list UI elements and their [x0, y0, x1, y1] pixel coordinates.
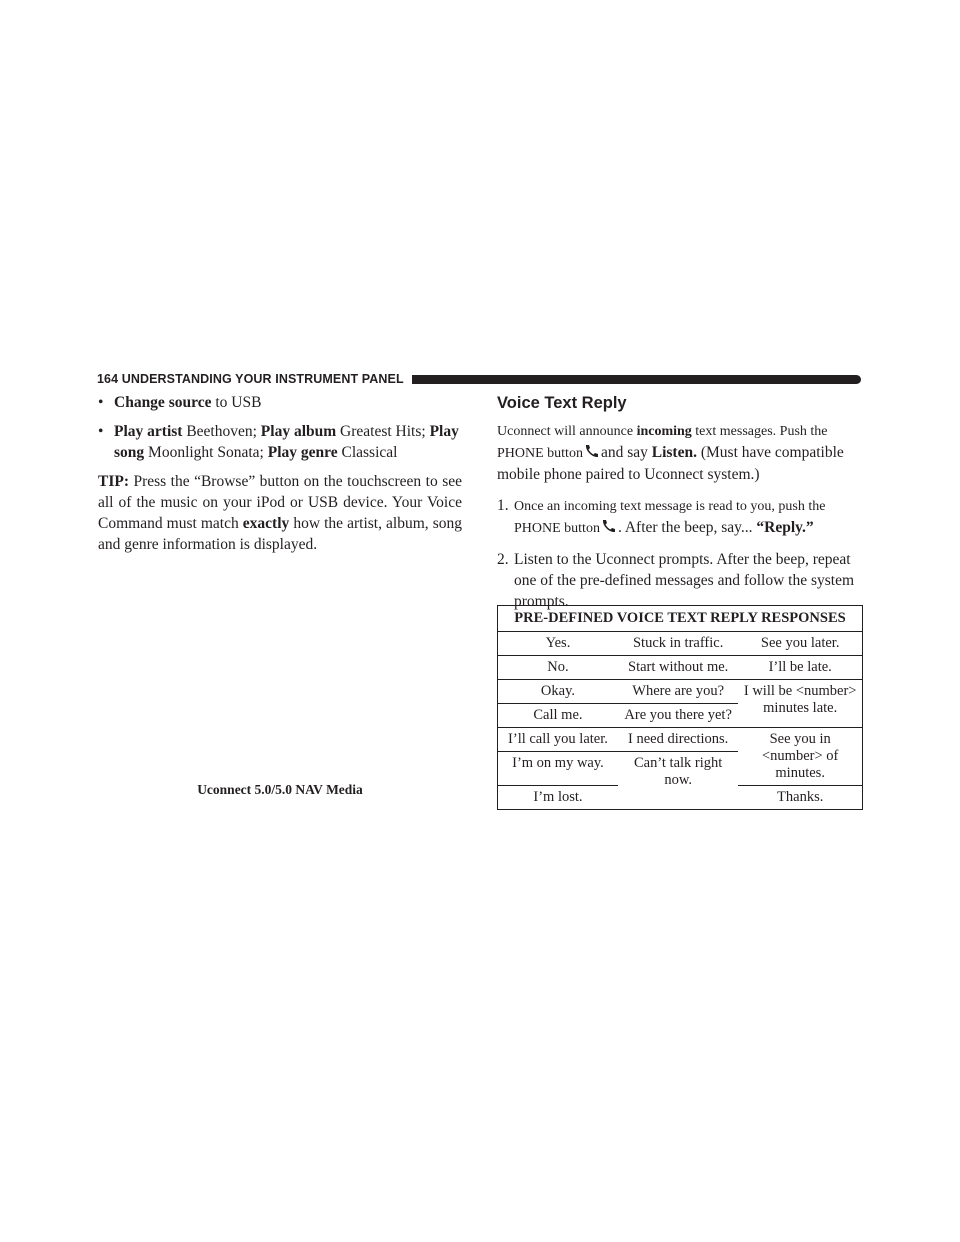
table-cell: I’m on my way.	[498, 752, 618, 786]
step-number: 1.	[497, 497, 509, 514]
tip-label: TIP:	[98, 473, 129, 490]
table-cell: I need directions.	[618, 728, 738, 752]
step-1	[497, 495, 863, 539]
table-cell: No.	[498, 656, 618, 680]
table-header-row	[498, 606, 863, 632]
phone-icon	[584, 444, 600, 458]
step-text: . After the beep, say...	[617, 519, 757, 536]
step-2	[497, 549, 863, 612]
table-cell: Okay.	[498, 680, 618, 704]
section-heading: Voice Text Reply	[497, 394, 627, 412]
tip-paragraph	[98, 471, 462, 555]
command-text: Greatest Hits;	[336, 423, 430, 440]
step-text: Listen to the Uconnect prompts. After the beep, repeat one of the pre-defined messages and follow the system prompts.	[514, 551, 855, 610]
table-cell: I’m lost.	[498, 786, 618, 810]
command-text: Classical	[337, 444, 398, 461]
table-cell: Call me.	[498, 704, 618, 728]
table-cell: See you in <number> of minutes.	[738, 728, 862, 786]
left-column	[98, 392, 462, 555]
command-keyword: Play album	[260, 423, 337, 440]
intro-paragraph	[497, 420, 863, 485]
bullet-play-commands	[98, 421, 462, 463]
table-cell: Where are you?	[618, 680, 738, 704]
table-cell: Thanks.	[738, 786, 862, 810]
table-cell: I’ll call you later.	[498, 728, 618, 752]
command-text: Beethoven;	[182, 423, 261, 440]
bullet-dot: •	[98, 394, 104, 411]
bullet-dot: •	[98, 423, 104, 440]
command-keyword: Play artist	[114, 423, 183, 440]
right-column	[497, 392, 863, 612]
table-cell: Can’t talk right now.	[618, 752, 738, 810]
tip-text: Press the “Browse” button on the touchscreen to see all of the music on your iPod or USB device. Your Voice Command must match	[98, 473, 462, 532]
bullet-change-source	[98, 392, 462, 413]
command-keyword: Change source	[114, 394, 212, 411]
command-keyword: Play genre	[267, 444, 338, 461]
intro-text: (Must have compatible mobile phone paired to Uconnect system.)	[497, 444, 844, 483]
table-title: PRE-DEFINED VOICE TEXT REPLY RESPONSES	[498, 606, 863, 632]
command-text: Moonlight Sonata;	[144, 444, 268, 461]
command-keyword: Play song	[114, 423, 459, 461]
table-cell: Start without me.	[618, 656, 738, 680]
table-cell: See you later.	[738, 632, 862, 656]
table-row	[498, 728, 863, 752]
page-header	[97, 368, 861, 390]
page-number-title: 164 UNDERSTANDING YOUR INSTRUMENT PANEL	[97, 372, 404, 386]
table-row	[498, 656, 863, 680]
step-text: Once an incoming text message is read to you, push the PHONE button	[514, 499, 826, 536]
phone-icon	[601, 519, 617, 533]
table-cell: Yes.	[498, 632, 618, 656]
tip-emphasis: exactly	[242, 515, 290, 532]
table-row	[498, 632, 863, 656]
table-row	[498, 680, 863, 704]
command-text: to USB	[211, 394, 262, 411]
responses-table	[497, 605, 863, 810]
intro-text: and say	[600, 444, 652, 461]
intro-text: Uconnect will announce	[497, 424, 637, 439]
table-cell: I’ll be late.	[738, 656, 862, 680]
table-cell: Are you there yet?	[618, 704, 738, 728]
intro-emphasis: Listen.	[651, 444, 697, 461]
intro-emphasis: incoming	[636, 424, 692, 439]
tip-text: how the artist, album, song and genre information is displayed.	[98, 515, 462, 553]
table-cell: Stuck in traffic.	[618, 632, 738, 656]
intro-text: text messages. Push the PHONE button	[497, 424, 828, 461]
step-emphasis: “Reply.”	[756, 519, 814, 536]
header-rule	[412, 375, 861, 384]
step-number: 2.	[497, 551, 509, 568]
figure-caption: Uconnect 5.0/5.0 NAV Media	[197, 782, 363, 797]
table-cell: I will be <number> minutes late.	[738, 680, 862, 728]
